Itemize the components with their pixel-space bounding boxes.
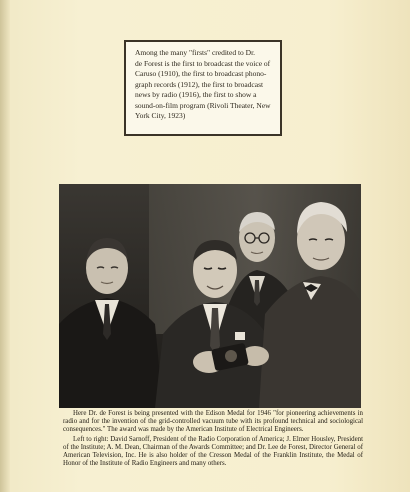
page-spine-shadow bbox=[0, 0, 10, 492]
firsts-note-box bbox=[124, 40, 282, 136]
caption-names-text: Left to right: David Sarnoff, President of the Radio Corporation of America; J. Elmer Housley, President of the Institute; A. M. Dean, Chairman of the Awards Committee; and Dr. Lee de Forest, Director General of American Television, Inc. He is also holder of the Cresson Medal of the Franklin Institute, the Medal of Honor of the Institute of Radio Engineers and many others. bbox=[63, 435, 363, 468]
photo-illustration bbox=[59, 184, 361, 408]
photo-caption bbox=[63, 410, 363, 468]
firsts-note-text: Among the many "firsts" credited to Dr. de Forest is the first to broadcast the voice of Caruso (1910), the first to broadcast phono- graph records (1912), the first to broadcast news by radio (1916), the first to show a sound-on-film program (Rivoli Theater, New York City, 1923) bbox=[135, 48, 271, 120]
caption-main-text: Here Dr. de Forest is being presented with the Edison Medal for 1946 "for pioneering achievements in radio and for the invention of the grid-controlled vacuum tube with its profound technical and sociological consequences." The award was made by the American Institute of Electrical Engineers. bbox=[63, 410, 363, 434]
medal-presentation-photo bbox=[59, 184, 361, 408]
